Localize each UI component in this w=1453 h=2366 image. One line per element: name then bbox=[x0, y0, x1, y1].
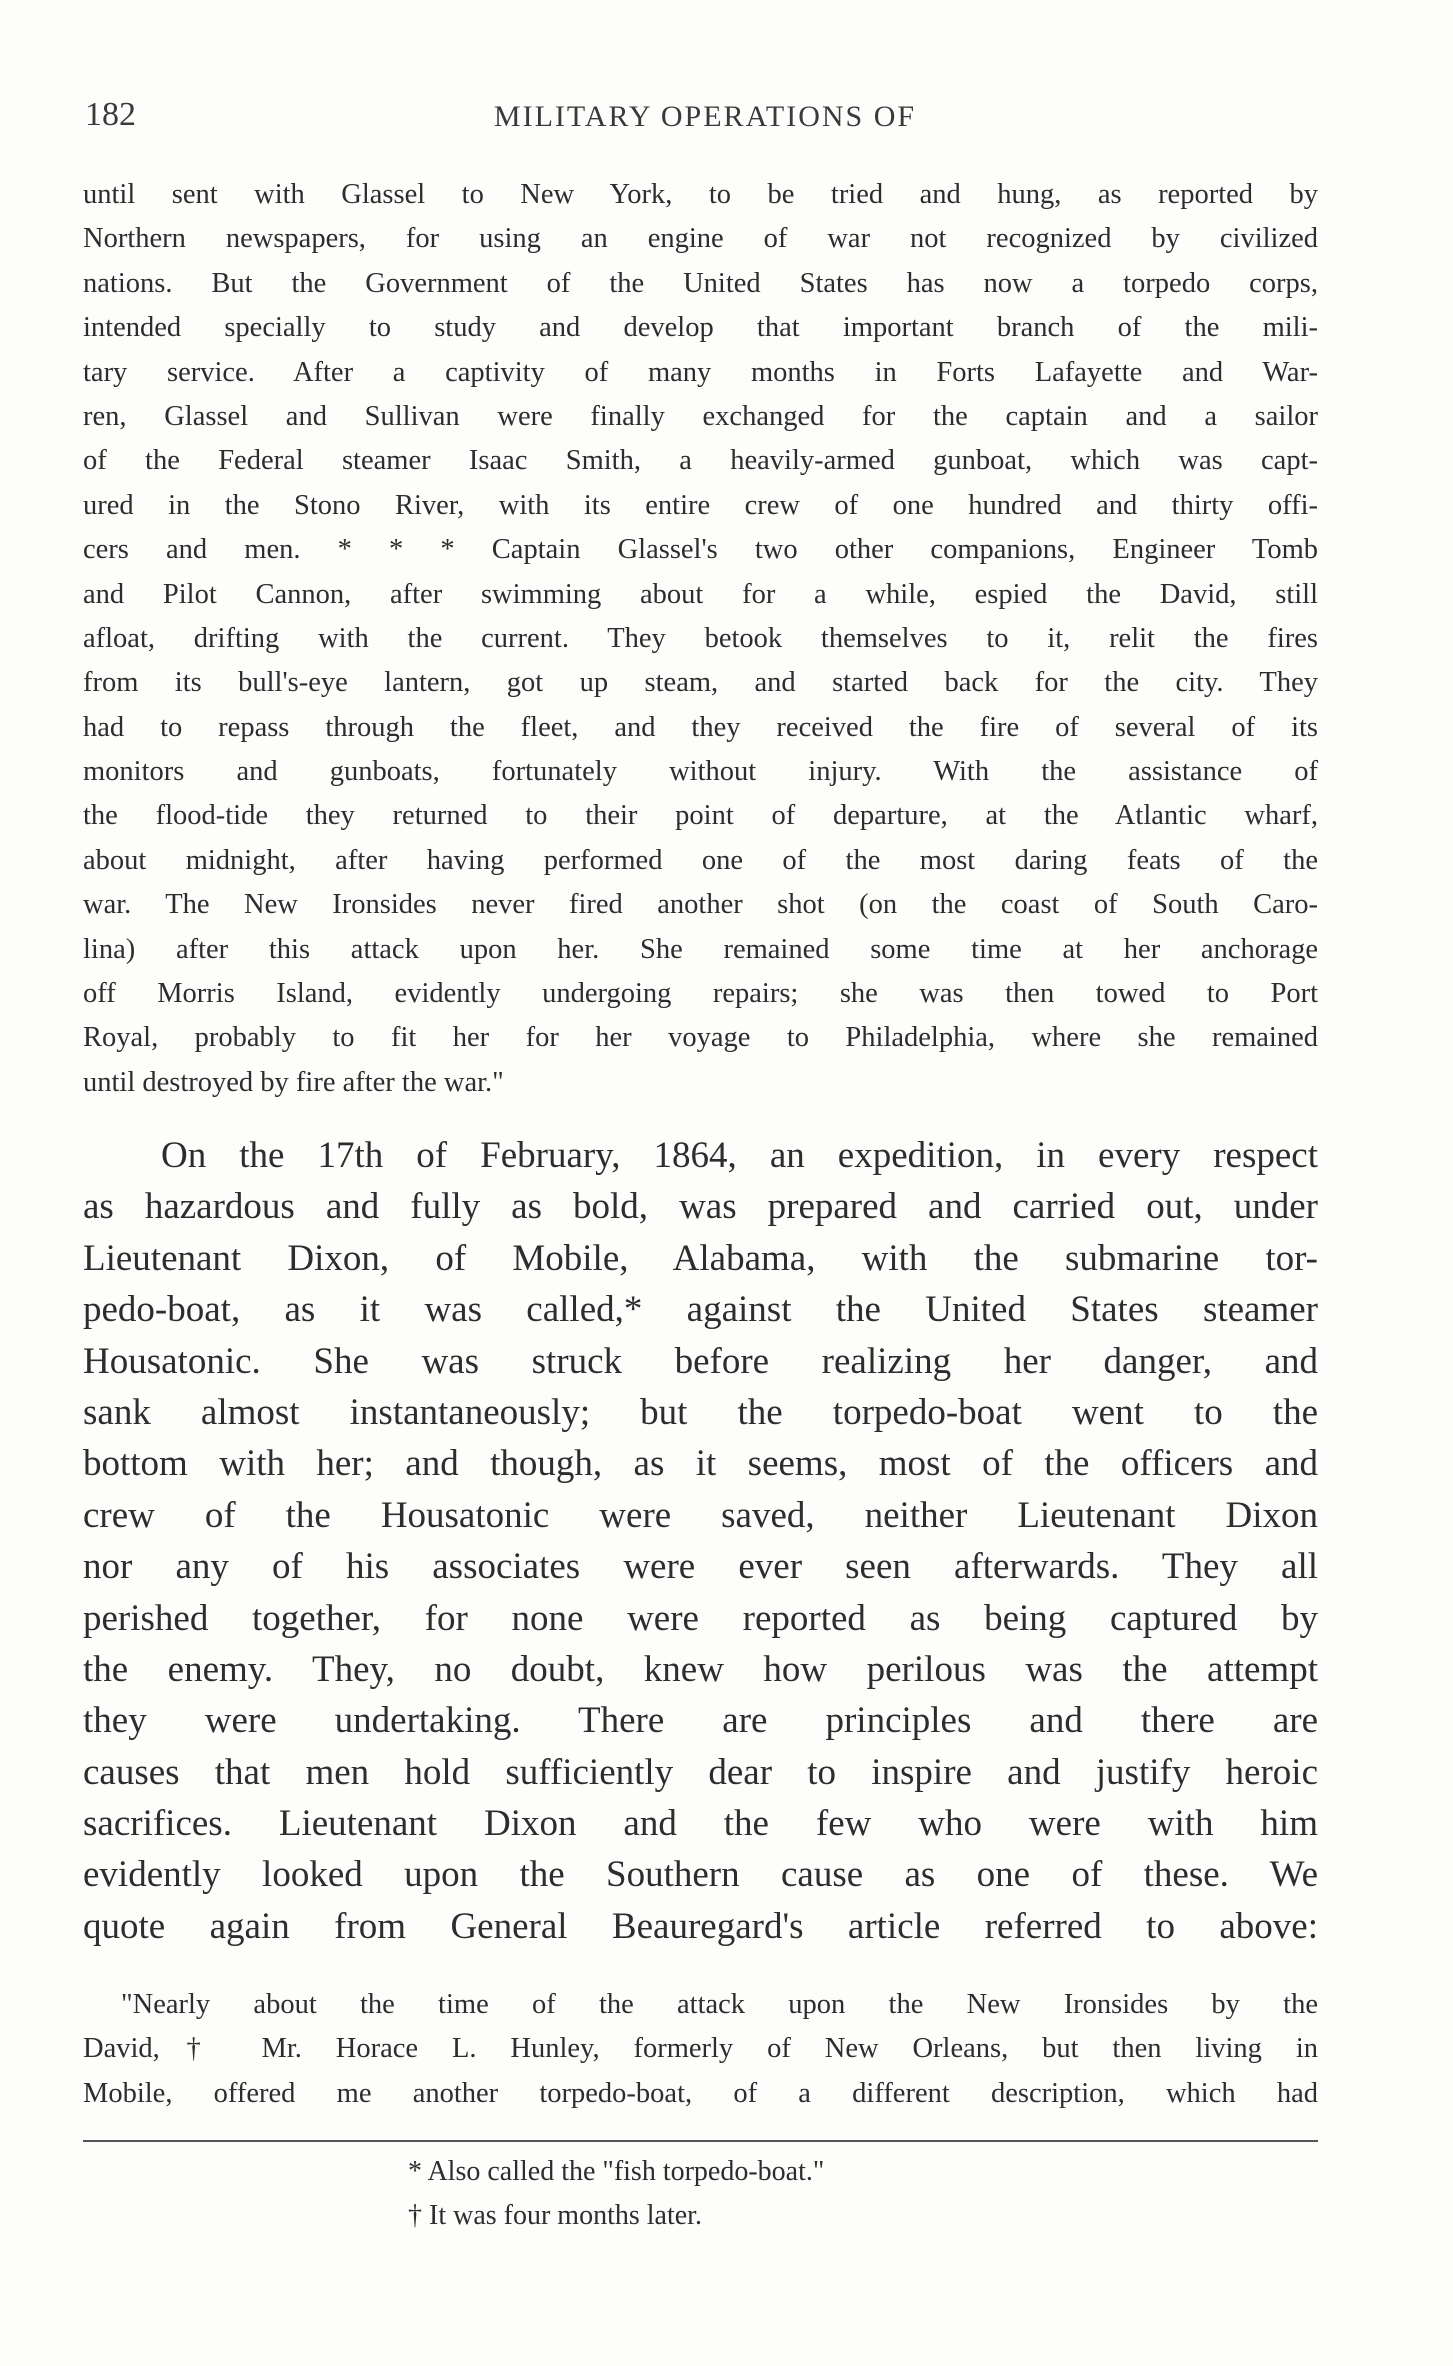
text-line: "Nearly about the time of the attack upon the New Ironsides by the bbox=[121, 1989, 1318, 2020]
text-line: crew of the Housatonic were saved, neither Lieutenant Dixon bbox=[83, 1494, 1318, 1536]
text-line: about midnight, after having performed one of the most daring feats of the bbox=[83, 844, 1318, 876]
text-line: from its bull's-eye lantern, got up steam, and started back for the city. They bbox=[83, 667, 1318, 699]
text-line: Northern newspapers, for using an engine of war not recognized by civilized bbox=[83, 223, 1318, 255]
text-line: of the Federal steamer Isaac Smith, a heavily-armed gunboat, which was capt- bbox=[83, 445, 1318, 477]
second-quoted-passage bbox=[83, 1983, 1318, 2116]
text-line: monitors and gunboats, fortunately without injury. With the assistance of bbox=[83, 756, 1318, 788]
text-line: tary service. After a captivity of many months in Forts Lafayette and War- bbox=[83, 356, 1318, 388]
text-line: nations. But the Government of the United States has now a torpedo corps, bbox=[83, 267, 1318, 299]
text-line: the flood-tide they returned to their point of departure, at the Atlantic wharf, bbox=[83, 800, 1318, 832]
text-line: lina) after this attack upon her. She remained some time at her anchorage bbox=[83, 933, 1318, 965]
footnotes bbox=[83, 2150, 1318, 2238]
page-number: 182 bbox=[85, 96, 136, 133]
text-line: nor any of his associates were ever seen afterwards. They all bbox=[83, 1546, 1318, 1588]
text-line: pedo-boat, as it was called,* against the United States steamer bbox=[83, 1289, 1318, 1331]
text-line: Royal, probably to fit her for her voyage to Philadelphia, where she remained bbox=[83, 1022, 1318, 1054]
text-line: until sent with Glassel to New York, to be tried and hung, as reported by bbox=[83, 179, 1318, 210]
footnote-dagger: † It was four months later. bbox=[408, 2200, 702, 2231]
text-line: ren, Glassel and Sullivan were finally exchanged for the captain and a sailor bbox=[83, 400, 1318, 432]
footnote-star: * Also called the "fish torpedo-boat." bbox=[408, 2156, 825, 2187]
text-line: quote again from General Beauregard's article referred to above: bbox=[83, 1905, 1318, 1947]
running-head: MILITARY OPERATIONS OF bbox=[493, 100, 917, 133]
text-line: bottom with her; and though, as it seems, most of the officers and bbox=[83, 1443, 1318, 1485]
text-line: had to repass through the fleet, and they received the fire of several of its bbox=[83, 711, 1318, 743]
text-line: cers and men. * * * Captain Glassel's two other companions, Engineer Tomb bbox=[83, 534, 1318, 566]
text-line: perished together, for none were reported as being captured by bbox=[83, 1597, 1318, 1639]
text-line: Lieutenant Dixon, of Mobile, Alabama, with the submarine tor- bbox=[83, 1237, 1318, 1279]
text-line: off Morris Island, evidently undergoing repairs; she was then towed to Port bbox=[83, 978, 1318, 1010]
text-line: sacrifices. Lieutenant Dixon and the few who were with him bbox=[83, 1803, 1318, 1845]
text-line: war. The New Ironsides never fired another shot (on the coast of South Caro- bbox=[83, 889, 1318, 921]
text-line: and Pilot Cannon, after swimming about for a while, espied the David, still bbox=[83, 578, 1318, 610]
text-line: until destroyed by fire after the war." bbox=[83, 1066, 504, 1098]
text-line: as hazardous and fully as bold, was prepared and carried out, under bbox=[83, 1186, 1318, 1228]
quoted-passage bbox=[83, 173, 1318, 1105]
text-line: evidently looked upon the Southern cause as one of these. We bbox=[83, 1854, 1318, 1896]
body-paragraph bbox=[83, 1130, 1318, 1952]
text-line: On the 17th of February, 1864, an expedition, in every respect bbox=[161, 1135, 1318, 1176]
text-line: ured in the Stono River, with its entire crew of one hundred and thirty offi- bbox=[83, 489, 1318, 521]
text-line: sank almost instantaneously; but the torpedo-boat went to the bbox=[83, 1391, 1318, 1433]
page-header bbox=[85, 96, 1325, 142]
text-line: afloat, drifting with the current. They betook themselves to it, relit the fires bbox=[83, 622, 1318, 654]
text-line: Mobile, offered me another torpedo-boat, of a different description, which had bbox=[83, 2077, 1318, 2109]
text-line: David,† Mr. Horace L. Hunley, formerly of New Orleans, but then living in bbox=[83, 2033, 1318, 2065]
text-line: they were undertaking. There are principles and there are bbox=[83, 1700, 1318, 1742]
text-line: intended specially to study and develop that important branch of the mili- bbox=[83, 312, 1318, 344]
footnote-divider bbox=[83, 2140, 1318, 2142]
text-line: causes that men hold sufficiently dear to inspire and justify heroic bbox=[83, 1751, 1318, 1793]
text-line: the enemy. They, no doubt, knew how perilous was the attempt bbox=[83, 1648, 1318, 1690]
text-line: Housatonic. She was struck before realizing her danger, and bbox=[83, 1340, 1318, 1382]
